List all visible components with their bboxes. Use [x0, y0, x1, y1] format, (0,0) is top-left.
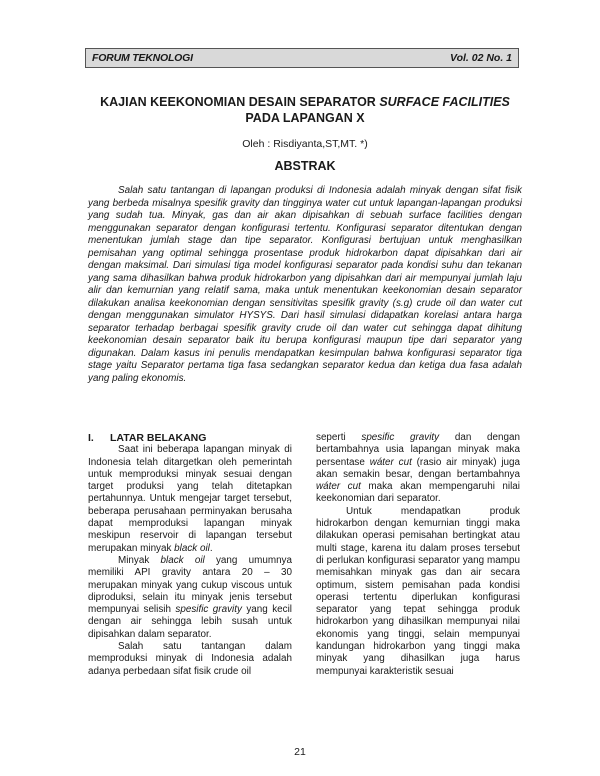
- running-header: [85, 48, 519, 68]
- abstract-body: Salah satu tantangan di lapangan produksi di Indonesia adalah minyak dengan sifat fisik yang berbeda misalnya spesifik gravity dan tingginya water cut untuk lapangan-lapangan produksi yang sudah tua. Minyak, gas dan air akan dipisahkan di sebuah surface facilities dengan menggunakan separator dengan konfigurasi tertentu. Konfigurasi separator ditentukan dengan menentukan jumlah stage dan tipe separator. Konfigurasi bertujuan untuk menghasilkan pemisahan yang optimal sehingga prosentase produk hidrokarbon dapat dipisahkan dari air dengan maksimal. Dari simulasi tiga model konfigurasi separator pada kondisi suhu dan tekanan yang sama dihasilkan bahwa produk hidrokarbon yang dipisahkan dari air mempunyai jumlah laju alir dan kemurnian yang relatif sama, maka untuk menentukan keekonomian desain separator dilakukan analisa keekonomian dengan sensitivitas spesifik gravity (s.g) crude oil dan water cut dengan menggunakan simulator HYSYS. Dari hasil simulasi didapatkan korelasi antara harga separator terhadap berbagai spesifik gravity crude oil dan water cut sehingga dapat dihitung keekonomian desain separator baik itu berupa konfigurasi maupun tipe dari separator yang digunakan. Dalam kasus ini penulis mendapatkan kesimpulan bahwa konfigurasi separator tiga stage yaitu Separator pertama tiga fasa sedangkan separator kedua dan ketiga dua fasa adalah yang paling ekonomis.: [88, 185, 522, 384]
- title-line1: KAJIAN KEEKONOMIAN DESAIN SEPARATOR SURFACE FACILITIES: [100, 95, 510, 109]
- page-number: 21: [294, 746, 306, 758]
- paper-title: [70, 94, 540, 126]
- section-number: I.: [88, 432, 94, 444]
- section-heading: [88, 432, 292, 444]
- title-line2: PADA LAPANGAN X: [245, 111, 365, 125]
- right-column: [316, 432, 520, 678]
- left-column: [88, 432, 292, 678]
- section-title: LATAR BELAKANG: [110, 432, 207, 444]
- abstract-heading: ABSTRAK: [274, 159, 336, 173]
- journal-name: FORUM TEKNOLOGI: [92, 52, 193, 64]
- paragraph: seperti spesific gravity dan dengan bertambahnya usia lapangan minyak maka persentase wáter cut (rasio air minyak) juga akan semakin besar, dengan bertambahnya wáter cut maka akan mempengaruhi nilai keekonomian dari separator.: [316, 432, 521, 505]
- paragraph: Minyak black oil yang umumnya memiliki API gravity antara 20 – 30 merupakan minyak yang cukup viscous untuk diproduksi, selain itu minyak jenis tersebut mempunyai selisih spesific gravity yang kecil dengan air sehingga lebih susah untuk dipisahkan dalam separator.: [88, 554, 292, 640]
- paragraph: Untuk mendapatkan produk hidrokarbon dengan kemurnian tinggi maka dilakukan operasi pemisahan bertingkat atau multi stage, karena itu dalam proses tersebut di perlukan konfigurasi separator yang mampu memisahkan minyak gas dan air secara optimum, sistem pemisahan pada kondisi operasi tertentu diperlukan konfigurasi separator yang tepat sehingga produk hidrokarbon yang dihasilkan mempunyai nilai ekonomis yang tinggi, selain mempunyai kandungan hidrokarbon yang tinggi maka minyak yang dihasilkan juga harus mempunyai karakteristik sesuai: [316, 505, 520, 677]
- author-line: Oleh : Risdiyanta,ST,MT. *): [242, 138, 368, 150]
- volume-number: Vol. 02 No. 1: [449, 52, 512, 64]
- paragraph: Saat ini beberapa lapangan minyak di Indonesia telah ditargetkan oleh pemerintah untuk memproduksi minyak sesuai dengan target produksi yang telah ditetapkan pertahunnya. Untuk mengejar target tersebut, beberapa perusahaan perminyakan berusaha dapat memproduksi lapangan minyak meskipun reservoir di lapangan tersebut merupakan minyak black oil.: [88, 444, 292, 554]
- paragraph: Salah satu tantangan dalam memproduksi minyak di Indonesia adalah adanya perbedaan sifat fisik crude oil: [88, 641, 292, 677]
